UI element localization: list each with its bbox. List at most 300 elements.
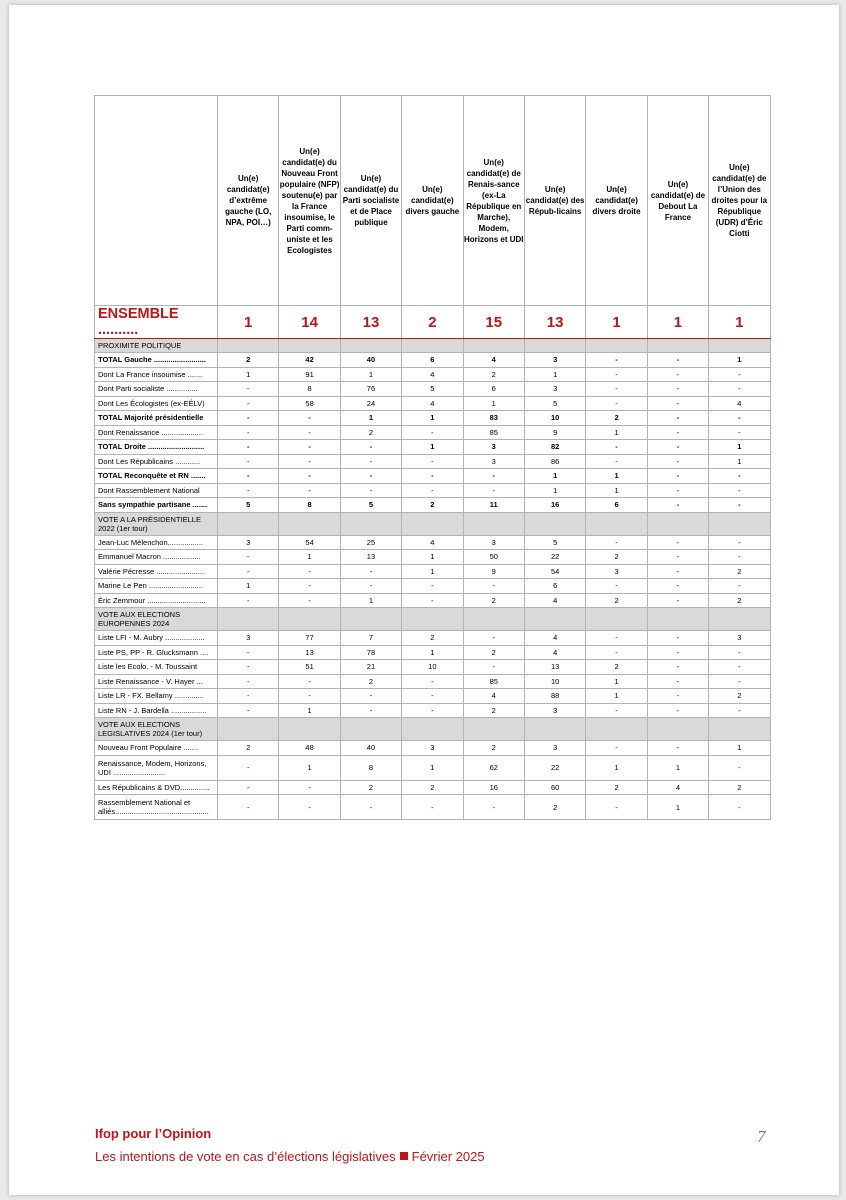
table-cell: - [586, 795, 647, 820]
row-label: Liste LR - FX. Bellamy .............. [95, 689, 218, 704]
section-empty-cell [218, 339, 279, 353]
table-cell: - [402, 795, 463, 820]
row-label: Marine Le Pen .......................... [95, 579, 218, 594]
table-cell: 1 [463, 396, 524, 411]
table-cell: - [218, 780, 279, 795]
table-cell: 4 [463, 353, 524, 368]
section-empty-cell [218, 608, 279, 631]
table-cell: - [709, 674, 770, 689]
table-cell: 4 [402, 396, 463, 411]
section-header-row [95, 339, 771, 353]
table-cell: - [402, 593, 463, 608]
section-empty-cell [647, 512, 708, 535]
row-label: Emmanuel Macron .................. [95, 550, 218, 565]
section-empty-cell [463, 718, 524, 741]
table-cell: - [279, 440, 340, 455]
table-cell: - [279, 483, 340, 498]
table-cell: - [647, 579, 708, 594]
section-empty-cell [647, 718, 708, 741]
table-cell: - [340, 795, 401, 820]
section-empty-cell [402, 512, 463, 535]
section-empty-cell [218, 512, 279, 535]
table-cell: - [279, 593, 340, 608]
table-cell: 5 [340, 498, 401, 513]
column-header: Un(e) candidat(e) de Renais-sance (ex-La République en Marche), Modem, Horizons et UDI [463, 96, 524, 306]
table-cell: 2 [340, 425, 401, 440]
table-cell: 10 [402, 660, 463, 675]
table-row [95, 593, 771, 608]
column-header: Un(e) candidat(e) divers droite [586, 96, 647, 306]
table-cell: - [279, 454, 340, 469]
table-cell: 50 [463, 550, 524, 565]
table-cell: 76 [340, 382, 401, 397]
table-cell: - [340, 440, 401, 455]
table-cell: - [218, 674, 279, 689]
section-empty-cell [524, 339, 585, 353]
ensemble-value: 1 [647, 306, 708, 339]
table-cell: - [709, 795, 770, 820]
table-row [95, 755, 771, 780]
table-cell: - [586, 579, 647, 594]
table-cell: - [709, 535, 770, 550]
table-cell: - [218, 645, 279, 660]
section-title: PROXIMITE POLITIQUE [95, 339, 218, 353]
table-cell: 2 [402, 780, 463, 795]
section-empty-cell [709, 339, 770, 353]
table-cell: 1 [524, 483, 585, 498]
section-empty-cell [463, 339, 524, 353]
table-cell: 3 [524, 741, 585, 756]
table-cell: 5 [218, 498, 279, 513]
table-cell: - [709, 579, 770, 594]
table-cell: - [647, 645, 708, 660]
table-cell: - [218, 689, 279, 704]
table-cell: - [340, 579, 401, 594]
table-row [95, 660, 771, 675]
row-label: TOTAL Majorité présidentielle [95, 411, 218, 426]
table-row [95, 367, 771, 382]
table-row [95, 579, 771, 594]
table-cell: 1 [218, 367, 279, 382]
table-cell: - [647, 454, 708, 469]
table-row [95, 631, 771, 646]
table-cell: 1 [524, 469, 585, 484]
table-cell: 22 [524, 550, 585, 565]
table-cell: - [218, 660, 279, 675]
table-cell: 9 [463, 564, 524, 579]
table-cell: - [709, 660, 770, 675]
table-cell: 88 [524, 689, 585, 704]
table-cell: 2 [463, 367, 524, 382]
table-cell: - [340, 469, 401, 484]
table-cell: - [586, 353, 647, 368]
table-cell: 1 [647, 795, 708, 820]
table-cell: 4 [524, 645, 585, 660]
table-row [95, 645, 771, 660]
table-cell: 2 [709, 564, 770, 579]
table-row [95, 780, 771, 795]
section-empty-cell [524, 608, 585, 631]
table-cell: - [218, 703, 279, 718]
table-row [95, 440, 771, 455]
row-label: TOTAL Reconquête et RN ....... [95, 469, 218, 484]
table-cell: 48 [279, 741, 340, 756]
row-label: Liste PS, PP - R. Glucksmann .... [95, 645, 218, 660]
table-cell: 13 [279, 645, 340, 660]
table-row [95, 689, 771, 704]
table-row [95, 454, 771, 469]
table-cell: - [647, 741, 708, 756]
table-cell: - [279, 425, 340, 440]
row-label: Dont Renaissance .................... [95, 425, 218, 440]
section-title: VOTE AUX ELECTIONS LEGISLATIVES 2024 (1er tour) [95, 718, 218, 741]
table-cell: 2 [463, 593, 524, 608]
table-cell: - [279, 469, 340, 484]
row-label: ENSEMBLE .......... [95, 306, 218, 339]
section-empty-cell [402, 339, 463, 353]
table-cell: - [218, 755, 279, 780]
table-row [95, 674, 771, 689]
table-cell: 1 [709, 353, 770, 368]
row-label: Dont Les Républicains ............ [95, 454, 218, 469]
row-label: Sans sympathie partisane ....... [95, 498, 218, 513]
table-cell: - [647, 411, 708, 426]
table-cell: 6 [463, 382, 524, 397]
ensemble-value: 13 [340, 306, 401, 339]
table-cell: 1 [586, 755, 647, 780]
ensemble-value: 1 [218, 306, 279, 339]
row-label: Les Républicains & DVD.............. [95, 780, 218, 795]
table-row [95, 741, 771, 756]
table-cell: 1 [709, 741, 770, 756]
table-cell: 2 [463, 645, 524, 660]
table-cell: - [402, 454, 463, 469]
table-cell: - [402, 483, 463, 498]
table-cell: - [218, 795, 279, 820]
table-row [95, 550, 771, 565]
table-cell: 40 [340, 741, 401, 756]
table-cell: - [463, 631, 524, 646]
section-header-row [95, 718, 771, 741]
table-cell: 2 [463, 703, 524, 718]
table-cell: - [709, 469, 770, 484]
table-cell: 1 [586, 469, 647, 484]
table-cell: 1 [709, 440, 770, 455]
section-empty-cell [647, 339, 708, 353]
table-cell: - [586, 396, 647, 411]
table-cell: 62 [463, 755, 524, 780]
ensemble-value: 13 [524, 306, 585, 339]
table-cell: 9 [524, 425, 585, 440]
table-cell: - [279, 411, 340, 426]
table-cell: - [586, 454, 647, 469]
table-body [95, 306, 771, 820]
row-label: TOTAL Gauche ......................... [95, 353, 218, 368]
corner-cell [95, 96, 218, 306]
table-cell: - [463, 579, 524, 594]
table-cell: - [279, 674, 340, 689]
table-cell: 3 [218, 535, 279, 550]
table-cell: - [218, 550, 279, 565]
table-cell: - [218, 564, 279, 579]
table-row [95, 498, 771, 513]
column-header: Un(e) candidat(e) du Parti socialiste et de Place publique [340, 96, 401, 306]
ensemble-value: 15 [463, 306, 524, 339]
table-cell: 2 [709, 780, 770, 795]
results-table [94, 95, 771, 820]
table-cell: 51 [279, 660, 340, 675]
section-empty-cell [586, 608, 647, 631]
header-row [95, 96, 771, 306]
section-empty-cell [586, 512, 647, 535]
table-cell: - [218, 454, 279, 469]
table-cell: 4 [402, 367, 463, 382]
row-label: Liste Renaissance - V. Hayer ... [95, 674, 218, 689]
row-label: Éric Zemmour ............................ [95, 593, 218, 608]
section-empty-cell [709, 512, 770, 535]
table-cell: 1 [279, 755, 340, 780]
table-cell: 58 [279, 396, 340, 411]
table-cell: 2 [524, 795, 585, 820]
footer-survey-title: Les intentions de vote en cas d’élections législatives [95, 1149, 396, 1164]
table-cell: 2 [586, 660, 647, 675]
table-cell: 3 [586, 564, 647, 579]
table-cell: 2 [586, 780, 647, 795]
table-cell: 2 [586, 593, 647, 608]
table-cell: 13 [524, 660, 585, 675]
table-cell: 82 [524, 440, 585, 455]
section-header-row [95, 608, 771, 631]
table-cell: 2 [340, 674, 401, 689]
table-row [95, 396, 771, 411]
table-cell: 3 [524, 703, 585, 718]
section-empty-cell [402, 608, 463, 631]
table-cell: - [709, 755, 770, 780]
table-row [95, 382, 771, 397]
section-empty-cell [647, 608, 708, 631]
table-cell: - [709, 425, 770, 440]
table-cell: 1 [279, 703, 340, 718]
table-row [95, 703, 771, 718]
table-cell: - [586, 535, 647, 550]
table-cell: - [463, 469, 524, 484]
section-empty-cell [709, 608, 770, 631]
column-header: Un(e) candidat(e) de Debout La France [647, 96, 708, 306]
ensemble-value: 1 [586, 306, 647, 339]
table-cell: - [647, 382, 708, 397]
table-cell: 2 [218, 353, 279, 368]
table-cell: - [279, 795, 340, 820]
table-cell: 1 [402, 550, 463, 565]
table-cell: - [647, 440, 708, 455]
section-empty-cell [279, 608, 340, 631]
table-row [95, 564, 771, 579]
table-cell: - [647, 469, 708, 484]
section-title: VOTE AUX ELECTIONS EUROPENNES 2024 [95, 608, 218, 631]
table-cell: 2 [218, 741, 279, 756]
table-cell: 4 [647, 780, 708, 795]
table-cell: - [279, 579, 340, 594]
table-cell: 3 [463, 440, 524, 455]
row-label: Nouveau Front Populaire ....... [95, 741, 218, 756]
table-cell: 7 [340, 631, 401, 646]
section-empty-cell [524, 718, 585, 741]
row-label: Jean-Luc Mélenchon................. [95, 535, 218, 550]
table-cell: - [647, 483, 708, 498]
table-row [95, 535, 771, 550]
section-empty-cell [279, 718, 340, 741]
table-cell: - [402, 425, 463, 440]
table-cell: - [647, 550, 708, 565]
row-label: Liste LFI - M. Aubry ................... [95, 631, 218, 646]
table-cell: 54 [524, 564, 585, 579]
ensemble-value: 2 [402, 306, 463, 339]
table-cell: 91 [279, 367, 340, 382]
table-cell: 24 [340, 396, 401, 411]
table-cell: - [279, 689, 340, 704]
table-row [95, 469, 771, 484]
table-cell: - [709, 382, 770, 397]
table-cell: 6 [402, 353, 463, 368]
row-label: Dont La France insoumise ....... [95, 367, 218, 382]
table-cell: 40 [340, 353, 401, 368]
row-label: Liste RN - J. Bardella ................. [95, 703, 218, 718]
section-empty-cell [279, 339, 340, 353]
table-cell: - [586, 382, 647, 397]
table-cell: - [709, 703, 770, 718]
table-cell: - [586, 440, 647, 455]
table-cell: - [709, 367, 770, 382]
table-cell: - [279, 564, 340, 579]
table-cell: 2 [463, 741, 524, 756]
table-cell: - [218, 425, 279, 440]
row-label: Dont Parti socialiste ............... [95, 382, 218, 397]
table-cell: 1 [402, 755, 463, 780]
table-cell: 86 [524, 454, 585, 469]
table-cell: - [586, 645, 647, 660]
table-cell: 1 [340, 411, 401, 426]
row-label: Rassemblement National et alliés............................................. [95, 795, 218, 820]
table-cell: - [340, 689, 401, 704]
table-cell: 21 [340, 660, 401, 675]
column-header: Un(e) candidat(e) d’extrême gauche (LO, NPA, POI…) [218, 96, 279, 306]
section-empty-cell [279, 512, 340, 535]
table-row [95, 795, 771, 820]
table-cell: - [218, 411, 279, 426]
table-cell: - [402, 579, 463, 594]
table-cell: - [647, 367, 708, 382]
column-header: Un(e) candidat(e) des Répub-licains [524, 96, 585, 306]
table-cell: 11 [463, 498, 524, 513]
section-empty-cell [218, 718, 279, 741]
table-cell: - [340, 454, 401, 469]
table-cell: - [586, 703, 647, 718]
table-cell: 5 [524, 535, 585, 550]
section-empty-cell [340, 718, 401, 741]
table-cell: 4 [709, 396, 770, 411]
table-cell: 3 [709, 631, 770, 646]
table-cell: 42 [279, 353, 340, 368]
row-label: Renaissance, Modem, Horizons, UDI ......................... [95, 755, 218, 780]
table-cell: 4 [463, 689, 524, 704]
table-cell: 10 [524, 674, 585, 689]
table-cell: 2 [586, 411, 647, 426]
table-cell: 78 [340, 645, 401, 660]
table-cell: 1 [402, 440, 463, 455]
table-cell: 25 [340, 535, 401, 550]
table-cell: 2 [340, 780, 401, 795]
table-cell: 8 [340, 755, 401, 780]
table-cell: 3 [218, 631, 279, 646]
table-row [95, 425, 771, 440]
section-empty-cell [709, 718, 770, 741]
table-cell: 85 [463, 674, 524, 689]
table-cell: - [340, 564, 401, 579]
table-cell: - [218, 469, 279, 484]
table-cell: - [647, 631, 708, 646]
table-cell: 1 [218, 579, 279, 594]
table-cell: 2 [586, 550, 647, 565]
table-cell: 13 [340, 550, 401, 565]
table-cell: 85 [463, 425, 524, 440]
section-empty-cell [463, 512, 524, 535]
table-cell: - [218, 483, 279, 498]
column-header: Un(e) candidat(e) de l’Union des droites pour la République (UDR) d’Éric Ciotti [709, 96, 770, 306]
row-label: Dont Les Écologistes (ex-EÉLV) [95, 396, 218, 411]
table-cell: - [340, 483, 401, 498]
table-cell: - [709, 483, 770, 498]
table-cell: - [709, 550, 770, 565]
table-cell: - [647, 689, 708, 704]
table-cell: 4 [402, 535, 463, 550]
table-cell: - [647, 535, 708, 550]
table-cell: - [647, 498, 708, 513]
ensemble-row [95, 306, 771, 339]
table-cell: 8 [279, 498, 340, 513]
table-cell: - [647, 660, 708, 675]
table-cell: 16 [524, 498, 585, 513]
table-cell: 1 [402, 645, 463, 660]
square-bullet-icon [400, 1152, 408, 1160]
table-cell: - [586, 367, 647, 382]
table-cell: 60 [524, 780, 585, 795]
table-cell: 3 [524, 353, 585, 368]
table-cell: - [463, 795, 524, 820]
table-cell: - [402, 674, 463, 689]
table-cell: 1 [402, 564, 463, 579]
table-cell: - [218, 396, 279, 411]
row-label: Valérie Pécresse ....................... [95, 564, 218, 579]
table-cell: 22 [524, 755, 585, 780]
table-cell: 3 [402, 741, 463, 756]
table-cell: - [279, 780, 340, 795]
table-cell: - [218, 593, 279, 608]
table-cell: - [340, 703, 401, 718]
table-cell: 83 [463, 411, 524, 426]
table-cell: - [463, 660, 524, 675]
table-cell: - [709, 498, 770, 513]
table-cell: 5 [524, 396, 585, 411]
ensemble-value: 14 [279, 306, 340, 339]
table-cell: 3 [524, 382, 585, 397]
table-cell: 1 [402, 411, 463, 426]
table-cell: - [402, 469, 463, 484]
section-empty-cell [524, 512, 585, 535]
row-label: Dont Rassemblement National [95, 483, 218, 498]
table-cell: 77 [279, 631, 340, 646]
section-empty-cell [340, 512, 401, 535]
table-cell: 1 [340, 367, 401, 382]
